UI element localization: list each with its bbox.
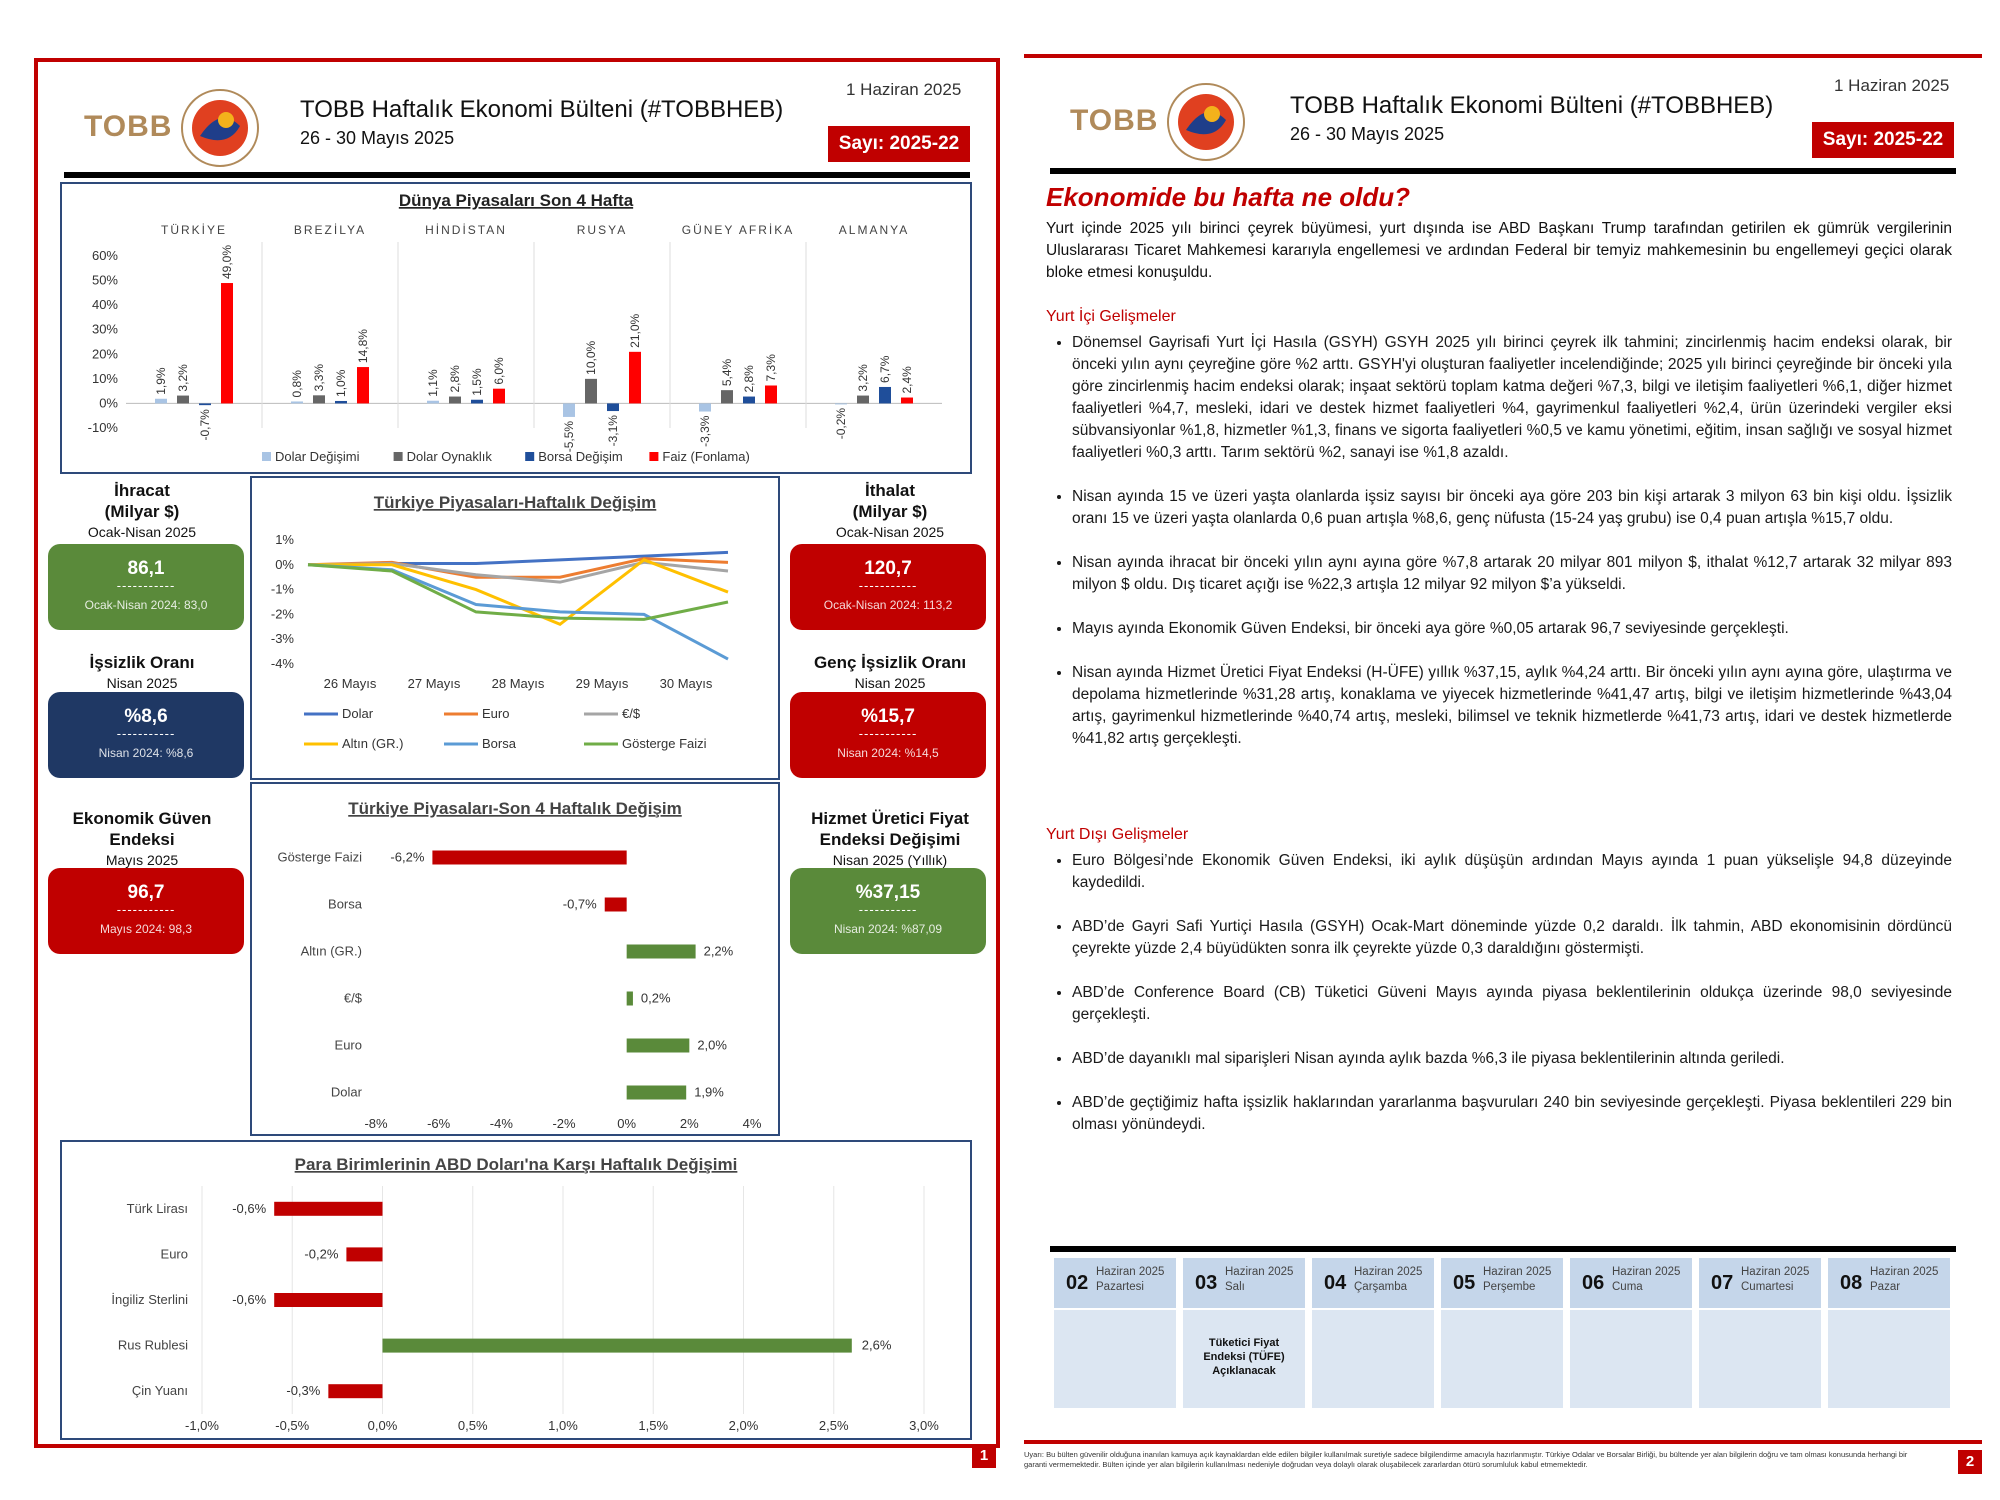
turkey-weekly-chart [252,478,778,778]
foreign-item: • ABD’de Gayri Safi Yurtiçi Hasıla (GSYH) Ocak-Mart döneminde yüzde 0,2 daraldı. İlk tahmin, ABD ekonomisinin dördüncü çeyrekte yüzde 2,4 büyüdükten sonra ilk çeyrekte yüzde 0,3 daraldığını göstermişti. [1072,916,1952,960]
x-tick-label: 2% [679,1116,699,1131]
bar [221,283,233,403]
bar [346,1247,382,1261]
calendar-event: Tüketici Fiyat Endeksi (TÜFE) Açıklanacak [1203,1337,1285,1377]
data-label: 0,8% [290,370,304,398]
data-label: 1,5% [470,368,484,396]
calendar-day-events [1699,1310,1821,1408]
legend-swatch [525,452,534,461]
bulletin-period-2: 26 - 30 Mayıs 2025 [1290,124,1445,144]
kpi-ithalat-box [790,544,986,630]
domestic-item: • Nisan ayında Hizmet Üretici Fiyat Endeksi (H-ÜFE) yıllık %37,15, aylık %4,24 arttı. Bir önceki yılın aynı ayına göre, ulaştırma ve depolama hizmetlerinde %31,28 artış, konaklama ve yiyecek hizmetlerinde %41,47 artış, bilgi ve iletişim hizmetlerinde %43,04 artış, gayrimenkul hizmetlerinde %40,74 artış, mesleki, bilimsel ve teknik hizmetlerde %41,73 artış, idari ve destek hizmetlerde %41,82 artış gerçekleşti. [1072,662,1952,750]
kpi-genc-label [790,652,990,694]
calendar-day-month: Haziran 2025 [1483,1266,1552,1278]
y-tick-label: 1% [275,532,294,547]
calendar-day-events [1183,1310,1305,1408]
category-label: €/$ [343,990,362,1006]
weekly-calendar [1054,1258,1954,1410]
data-label: -5,5% [562,420,576,453]
calendar-weekday: Pazartesi [1096,1281,1144,1293]
calendar-day-number: 06 [1582,1272,1605,1294]
calendar-weekday: Çarşamba [1354,1281,1408,1293]
category-label: Euro [334,1037,362,1053]
chart-title: Para Birimlerinin ABD Doları'na Karşı Haftalık Değişimi [294,1155,738,1174]
y-tick-label: 0% [275,556,294,572]
x-tick-label: -1,0% [185,1418,219,1433]
world-markets-panel [60,182,972,474]
calendar-day-events [1828,1310,1950,1408]
tobb-emblem-icon [178,86,262,170]
data-label: 21,0% [628,313,642,348]
page2-heading: Ekonomide bu hafta ne oldu? [1046,182,1410,212]
bar [585,379,597,404]
bar [313,395,325,403]
header-rule-2 [1050,168,1956,174]
country-label: BREZİLYA [293,223,367,237]
calendar-weekday: Cuma [1612,1281,1643,1293]
domestic-item: • Dönemsel Gayrisafi Yurt İçi Hasıla (GSYH) GSYH 2025 yılı birinci çeyrek ilk tahmini; zincirlenmiş hacim endeksi olarak, bir önceki yılın aynı çeyreğine göre %2 arttı. GSYH'yi oluşturan faaliyetler incelendiğinde; 2025 yılı birinci çeyreğinde bir önceki yıla göre zincirlenmiş hacim endeksi olarak; inşaat sektörü toplam katma değeri %7,3, bilgi ve iletişim faaliyetleri %6,1, diğer hizmet faaliyetleri %4,7, mesleki, idari ve destek hizmet faaliyetleri %4, gayrimenkul faaliyetleri %2,4, ürün üzerindeki vergiler eksi sübvansiyonlar %1,8, hizmetler %1,3, finans ve sigorta faaliyetleri %0,5 ve kamu yönetimi, eğitim, insan sağlığı ve sosyal hizmet faaliyetleri %0,3 arttı. Tarım sektörü %2, sanayi ise %1,8 azaldı. [1072,332,1952,464]
bar [857,396,869,404]
bulletin-page-1 [34,58,1000,1464]
country-label: GÜNEY AFRİKA [681,223,795,237]
x-tick-label: 27 Mayıs [407,676,461,691]
y-tick-label: 0% [99,395,118,411]
bar [765,385,777,403]
turkey-4week-chart [252,784,778,1134]
calendar-day-header [1828,1258,1950,1308]
data-label: 3,2% [856,364,870,392]
legend-label: €/$ [622,706,641,721]
header-rule [64,172,970,178]
calendar-weekday: Salı [1225,1281,1245,1293]
data-label: 10,0% [584,340,598,375]
data-label: -0,2% [834,407,848,440]
calendar-weekday: Cumartesi [1741,1281,1794,1293]
bulletin-date: 1 Haziran 2025 [846,80,962,99]
calendar-day-events [1054,1310,1176,1408]
kpi-ihracat-box [48,544,244,630]
bar [627,1039,690,1053]
legend-swatch [262,452,271,461]
y-tick-label: 40% [91,297,118,313]
calendar-day-month: Haziran 2025 [1225,1266,1294,1278]
kpi-ihracat-label [42,480,242,543]
bar [177,396,189,404]
data-label: -0,6% [232,1200,267,1216]
calendar-day-header [1570,1258,1692,1308]
tobb-emblem-icon [1164,80,1248,164]
bar [335,401,347,403]
logo-text: TOBB [84,110,173,143]
kpi-ithalat-label [790,480,990,543]
country-label: TÜRKİYE [160,223,228,237]
category-label: Türk Lirası [126,1200,188,1216]
data-label: 1,0% [334,369,348,397]
domestic-list-wrap [1046,332,1952,772]
category-label: Euro [160,1246,188,1262]
legend-label: Dolar Oynaklık [406,449,492,464]
kpi-hufe-label [790,808,990,871]
calendar-day-month: Haziran 2025 [1741,1266,1810,1278]
kpi-ithalat-unit: (Milyar $) [852,502,928,521]
data-label: 14,8% [356,329,370,364]
data-label: 6,0% [492,357,506,385]
turkey-weekly-panel [250,476,780,780]
x-tick-label: -0,5% [275,1418,310,1433]
x-tick-label: -2% [552,1116,576,1131]
data-label: -0,7% [562,896,597,912]
calendar-day-header [1054,1258,1176,1308]
category-label: Dolar [330,1084,362,1100]
bar [328,1384,382,1398]
data-label: 1,1% [426,369,440,397]
kpi-genc-value: %15,7 [861,706,915,727]
bar [901,398,913,404]
domestic-heading: Yurt İçi Gelişmeler [1046,308,1176,325]
foreign-item: • ABD’de dayanıklı mal siparişleri Nisan ayında aylık bazda %6,3 ile piyasa beklentilerinin altında geriledi. [1072,1048,1952,1070]
country-label: ALMANYA [838,223,910,237]
bar [879,387,891,403]
bar [743,397,755,404]
kpi-ihracat-prev: Ocak-Nisan 2024: 83,0 [84,598,208,612]
calendar-day-month: Haziran 2025 [1612,1266,1681,1278]
calendar-day-events [1441,1310,1563,1408]
y-tick-label: 20% [91,346,118,362]
world-markets-chart [62,184,970,472]
y-tick-label: 50% [91,272,118,288]
x-tick-label: -4% [489,1116,513,1131]
kpi-issizlik-divider: ----------- [116,726,176,741]
kpi-hufe-period: Nisan 2025 (Yıllık) [832,852,948,868]
kpi-guven-box [48,868,244,954]
data-label: 2,8% [448,365,462,393]
kpi-issizlik-label [42,652,242,694]
legend-label: Dolar Değişimi [275,449,360,464]
category-label: Rus Rublesi [117,1337,188,1353]
y-tick-label: -1% [270,581,294,597]
data-label: 2,2% [703,943,734,959]
kpi-hufe-title-2: Endeksi Değişimi [819,830,961,849]
chart-title: Türkiye Piyasaları-Haftalık Değişim [373,493,657,512]
legend-label: Gösterge Faizi [622,736,707,751]
foreign-heading: Yurt Dışı Gelişmeler [1046,826,1189,843]
issue-badge-2: Sayı: 2025-22 [1812,122,1954,158]
bar [274,1293,382,1307]
bar [291,401,303,403]
legend-swatch [649,452,658,461]
x-tick-label: 1,5% [638,1418,669,1433]
kpi-ithalat-value: 120,7 [864,558,912,579]
foreign-item: • Euro Bölgesi’nde Ekonomik Güven Endeksi, iki aylık düşüşün ardından Mayıs ayında 1 puan yükselişle 94,8 düzeyinde kaydedildi. [1072,850,1952,894]
foreign-list-wrap [1046,850,1952,1158]
kpi-ihracat-value: 86,1 [127,558,165,579]
page2-intro: Yurt içinde 2025 yılı birinci çeyrek büyümesi, yurt dışında ise ABD Başkanı Trump tarafından getirilen ek gümrük vergilerinin Uluslararası Ticaret Mahkemesi kararıyla engellemesi ve ardından Federal bir temyiz mahkemesinin bu engellemeyi geçici olarak bloke etmesi konuşuldu. [1046,220,1952,281]
data-label: -6,2% [390,849,425,865]
foreign-item: • ABD’de geçtiğimiz hafta işsizlik haklarından yararlanma başvuruları 240 bin seviyesinde gerçekleşti. Piyasa beklentileri 229 bin olması yönündeydi. [1072,1092,1952,1136]
y-tick-label: 10% [91,370,118,386]
data-label: -0,2% [304,1246,339,1262]
disclaimer: Uyarı: Bu bülten güvenilir olduğuna inanılan kamuya açık kaynaklardan elde edilen bilgiler kullanılmak suretiyle sadece bilgilendirme amacıyla hazırlanmıştır. Türkiye Odalar ve Borsalar Birliği, bu bültende yer alan bilgilerin doğru ve tam olması konusunda herhangi bir garanti vermemektedir. Bülten içinde yer alan bilgilerin kullanılması nedeniyle doğrudan veya dolaylı olarak oluşabilecek zararlardan ötürü sorumluluk kabul etmemektedir. [1024,1450,1908,1469]
data-label: 1,9% [154,367,168,395]
data-label: 1,9% [694,1084,724,1100]
bulletin-title: TOBB Haftalık Ekonomi Bülteni (#TOBBHEB) [300,96,784,123]
kpi-issizlik-box [48,692,244,778]
kpi-guven-prev: Mayıs 2024: 98,3 [99,922,193,936]
kpi-ihracat-title: İhracat [114,481,170,500]
kpi-genc-title: Genç İşsizlik Oranı [813,653,967,672]
bar [432,851,626,865]
kpi-issizlik-prev: Nisan 2024: %8,6 [98,746,194,760]
calendar-day-header [1183,1258,1305,1308]
bulletin-page-2 [1024,54,1982,1470]
x-tick-label: 26 Mayıs [323,676,377,691]
currency-chart [62,1142,970,1438]
category-label: Çin Yuanı [131,1383,188,1399]
category-label: Altın (GR.) [300,943,362,959]
kpi-ihracat-unit: (Milyar $) [104,502,180,521]
logo-text-2: TOBB [1070,104,1159,137]
data-label: -0,6% [232,1292,267,1307]
footer-rule [1024,1440,1982,1444]
bar [274,1202,382,1216]
legend-label: Borsa [482,736,516,751]
domestic-item: • Mayıs ayında Ekonomik Güven Endeksi, bir önceki aya göre %0,05 artarak 96,7 seviyesinde gerçekleşti. [1072,618,1952,640]
legend-swatch [394,452,403,461]
country-label: HİNDİSTAN [425,223,507,237]
x-tick-label: 4% [742,1116,762,1131]
kpi-genc-period: Nisan 2025 [854,675,926,691]
x-tick-label: 30 Mayıs [659,676,713,691]
category-label: İngiliz Sterlini [111,1292,188,1307]
kpi-hufe-value: %37,15 [855,882,921,903]
kpi-guven-title-2: Endeksi [109,830,175,849]
y-tick-label: -4% [270,656,294,671]
tobb-logo-2 [1060,76,1250,166]
kpi-guven-title: Ekonomik Güven [72,809,212,828]
kpi-hufe-divider: ----------- [858,902,918,917]
kpi-hufe-box [790,868,986,954]
bar [627,1086,687,1100]
y-tick-label: -3% [270,631,294,647]
bar [605,898,627,912]
bar [563,403,575,417]
foreign-item: • ABD’de Conference Board (CB) Tüketici Güveni Mayıs ayında piyasa beklentilerinin oldukça üzerinde 98,0 seviyesinde gerçekleşti. [1072,982,1952,1026]
data-label: 49,0% [220,244,234,280]
x-tick-label: 0,5% [457,1418,488,1433]
category-label: Borsa [328,896,362,912]
legend-label: Dolar [342,706,374,721]
data-label: 2,8% [742,365,756,393]
calendar-day-number: 04 [1324,1272,1347,1294]
bar [627,992,633,1006]
x-tick-label: 3,0% [909,1418,939,1433]
calendar-day-month: Haziran 2025 [1096,1266,1165,1278]
bar [699,403,711,411]
data-label: -3,3% [698,415,712,447]
calendar-day-events [1312,1310,1434,1408]
kpi-guven-value: 96,7 [127,882,165,903]
page-number-2: 2 [1958,1450,1982,1474]
y-tick-label: -2% [270,606,294,622]
calendar-day-header [1699,1258,1821,1308]
kpi-ihracat-period: Ocak-Nisan 2025 [87,524,197,540]
bar [607,403,619,411]
x-tick-label: 0,0% [367,1418,398,1433]
foreign-list [1046,850,1952,1136]
bar [721,390,733,403]
kpi-hufe-title: Hizmet Üretici Fiyat [811,809,969,828]
calendar-day-number: 07 [1711,1272,1734,1294]
x-tick-label: 29 Mayıs [575,676,629,691]
kpi-genc-prev: Nisan 2024: %14,5 [837,746,939,760]
kpi-guven-label [42,808,242,871]
calendar-day-month: Haziran 2025 [1354,1266,1423,1278]
x-tick-label: 1,0% [548,1418,578,1433]
data-label: 2,6% [861,1337,892,1353]
x-tick-label: 0% [617,1116,637,1131]
calendar-day-header [1441,1258,1563,1308]
series-line [308,565,728,620]
x-tick-label: 28 Mayıs [491,676,545,691]
calendar-weekday: Perşembe [1483,1281,1536,1293]
bar [199,403,211,405]
kpi-ithalat-period: Ocak-Nisan 2025 [835,524,945,540]
bulletin-date-2: 1 Haziran 2025 [1834,76,1950,95]
calendar-day-number: 03 [1195,1272,1218,1294]
kpi-genc-box [790,692,986,778]
data-label: 2,4% [900,366,914,394]
calendar-day-number: 02 [1066,1272,1089,1294]
kpi-hufe-prev: Nisan 2024: %87,09 [833,922,943,936]
domestic-list [1046,332,1952,750]
bar [471,400,483,404]
data-label: 6,7% [878,355,892,383]
legend-label: Faiz (Fonlama) [662,449,750,464]
bar [427,401,439,404]
y-tick-label: 60% [91,248,118,263]
data-label: 3,2% [176,364,190,392]
x-tick-label: 2,0% [728,1418,759,1433]
legend-label: Altın (GR.) [342,736,404,751]
kpi-ithalat-divider: ----------- [858,578,918,593]
legend-label: Euro [482,706,510,721]
bulletin-period: 26 - 30 Mayıs 2025 [300,128,455,148]
kpi-guven-period: Mayıs 2025 [105,852,179,868]
currency-panel [60,1140,972,1440]
calendar-day-header [1312,1258,1434,1308]
kpi-genc-divider: ----------- [858,726,918,741]
legend-label: Borsa Değişim [538,449,623,464]
kpi-issizlik-value: %8,6 [124,706,168,727]
calendar-day-number: 08 [1840,1272,1863,1294]
calendar-day-events [1570,1310,1692,1408]
page-number-1: 1 [972,1444,996,1468]
data-label: 5,4% [720,358,734,387]
bar [155,399,167,404]
kpi-ihracat-divider: ----------- [116,578,176,593]
y-tick-label: 30% [91,321,118,337]
x-tick-label: -8% [364,1116,388,1131]
calendar-day-month: Haziran 2025 [1870,1266,1939,1278]
kpi-issizlik-period: Nisan 2025 [106,675,178,691]
data-label: 0,2% [640,990,671,1006]
chart-title: Dünya Piyasaları Son 4 Hafta [398,191,634,210]
kpi-ithalat-title: İthalat [864,481,916,500]
data-label: 2,0% [697,1037,727,1053]
domestic-item: • Nisan ayında ihracat bir önceki yılın aynı ayına göre %7,8 artarak 20 milyar 801 milyon $, ithalat %12,7 artarak 32 milyar 893 milyon $ oldu. Dış ticaret açığı ise %22,3 artışla 12 milyar 92 milyon $’a yükseldi. [1072,552,1952,596]
x-tick-label: -6% [427,1116,451,1131]
data-label: -0,3% [286,1383,321,1399]
bar [383,1339,852,1353]
category-label: Gösterge Faizi [277,849,362,865]
tobb-logo [74,82,264,172]
y-tick-label: -10% [87,420,118,435]
data-label: -0,7% [198,409,212,441]
bar [493,389,505,404]
chart-title: Türkiye Piyasaları-Son 4 Haftalık Değişim [348,799,682,818]
bulletin-title-2: TOBB Haftalık Ekonomi Bülteni (#TOBBHEB) [1290,92,1774,119]
turkey-4week-panel [250,782,780,1136]
calendar-rule [1050,1246,1956,1252]
kpi-issizlik-title: İşsizlik Oranı [89,653,195,672]
domestic-item: • Nisan ayında 15 ve üzeri yaşta olanlarda işsiz sayısı bir önceki aya göre 203 bin kişi artarak 3 milyon 63 bin kişi oldu. İşsizlik oranı 15 ve üzeri yaşta olanlarda 0,6 puan artışla %8,6, genç nüfusta (15-24 yaş grubu) ise 0,4 puan artışla %15,7 oldu. [1072,486,1952,530]
bar [357,367,369,403]
kpi-ithalat-prev: Ocak-Nisan 2024: 113,2 [823,598,953,612]
bar [835,403,847,404]
x-tick-label: 2,5% [818,1418,849,1433]
country-label: RUSYA [576,223,628,237]
bar [629,352,641,404]
data-label: 7,3% [764,354,778,382]
data-label: -3,1% [606,415,620,447]
data-label: 3,3% [312,363,326,392]
kpi-guven-divider: ----------- [116,902,176,917]
bar [449,397,461,404]
issue-badge: Sayı: 2025-22 [828,126,970,162]
bar [627,945,696,959]
calendar-day-number: 05 [1453,1272,1476,1294]
calendar-weekday: Pazar [1870,1281,1901,1293]
